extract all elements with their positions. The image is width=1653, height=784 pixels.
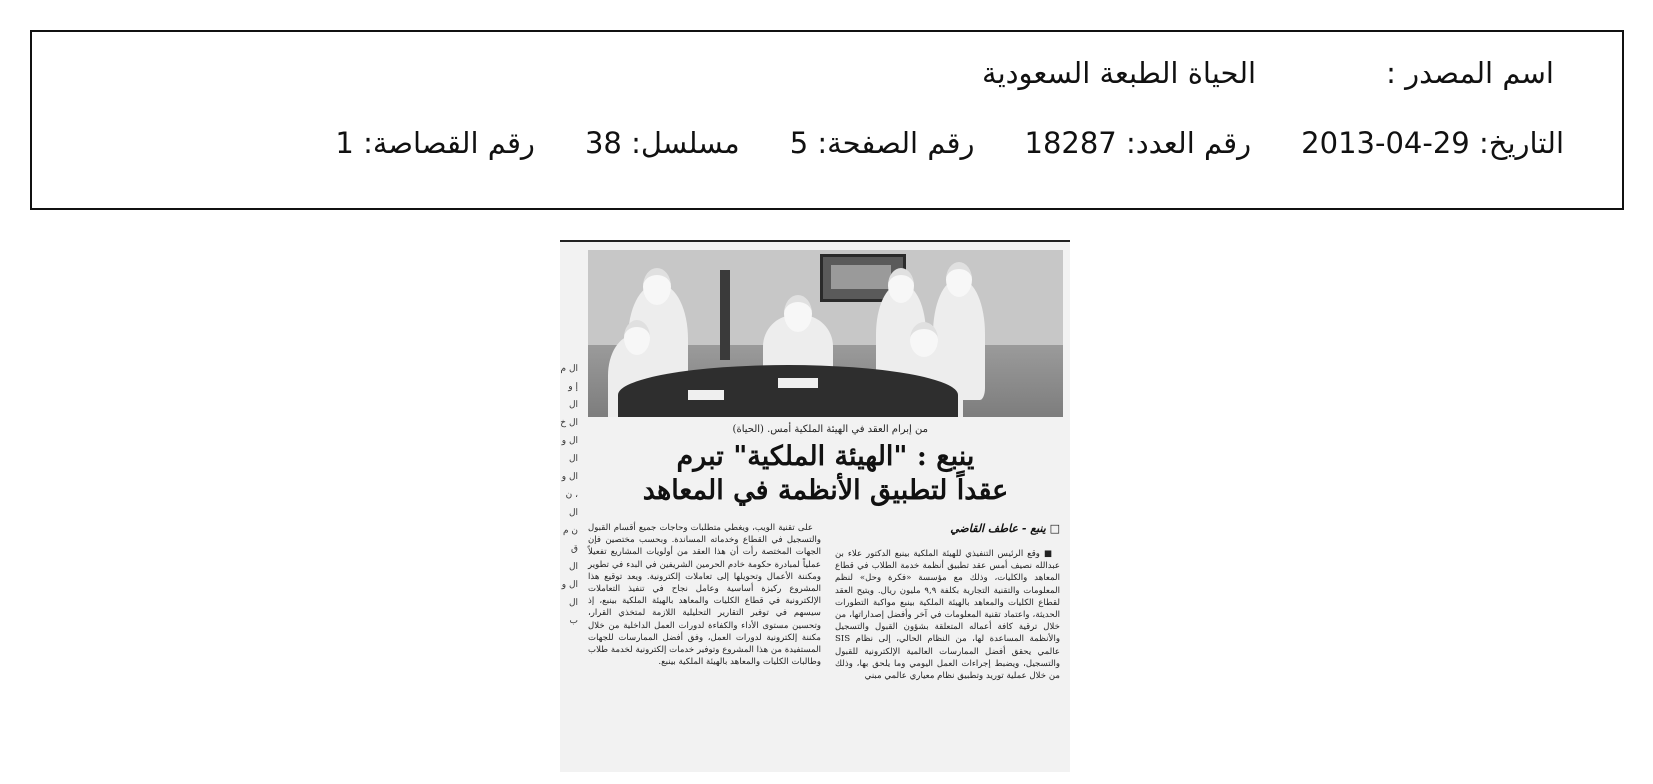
serial-label: مسلسل:: [631, 126, 740, 160]
issue-label: رقم العدد:: [1125, 126, 1252, 160]
clip-value: 1: [335, 126, 354, 160]
serial-field: [585, 126, 740, 160]
photo-person-head: [643, 268, 671, 305]
photo-table: [618, 365, 958, 417]
page-label: رقم الصفحة:: [817, 126, 975, 160]
source-metadata-box: [30, 30, 1624, 210]
page-value: 5: [789, 126, 809, 160]
article-paragraph: على تقنية الويب، ويغطي متطلبات وحاجات جميع أقسام القبول والتسجيل في القطاع وخدماته المساندة. وبحسب مختصين فإن الجهات المختصة رأت أن هذا العقد من أولويات المشاريع تفعيلاً عملياً لمبادرة حكومة خادم الحرمين الشريفين في البدء في تطوير ومكننة الأعمال وتحويلها إلى تعاملات إلكترونية. ويعد توقيع هذا المشروع ركيزة أساسية وعامل نجاح في تنفيذ التعاملات الإلكترونية في قطاع الكليات والمعاهد بالهيئة الملكية بينبع، إذ سيسهم في توفير التقارير التحليلية اللازمة لمتخذي القرار، وتحسين مستوى الأداء والكفاءة لدورات العمل الداخلية من خلال مكننة إلكترونية لدورات العمل، وفق أفضل الممارسات للجهات المستفيدة من هذا المشروع وتوفير خدمات إلكترونية لخدمة طلاب وطالبات الكليات والمعاهد بالهيئة الملكية بينبع.: [588, 523, 821, 668]
headline-line-2: عقداً لتطبيق الأنظمة في المعاهد: [642, 475, 1009, 506]
clipping-top-rule: [560, 240, 1070, 242]
photo-person-head: [784, 295, 812, 332]
date-value: 29-04-2013: [1301, 126, 1470, 160]
photo-person-head: [888, 268, 914, 303]
article-paragraph: ■ وقع الرئيس التنفيذي للهيئة الملكية بينبع الدكتور علاء بن عبدالله نصيف أمس عقد تطبيق أنظمة خدمة الطلاب في قطاع المعاهد والكليات، وذلك مع مؤسسة «فكرة وحل» لنظم المعلومات والتقنية التجارية بكلفة ٩,٩ مليون ريال. ويتيح العقد لقطاع الكليات والمعاهد بالهيئة الملكية بينبع مواكبة التطورات الحديثة، واعتماد تقنية المعلومات في آخر وأفضل إصداراتها، من خلال ترقية كافة أعماله المتعلقة بشؤون القبول والتسجيل والأنظمة المساعدة لها، من النظام الحالي، إلى نظام SIS عالمي يحقق أفضل الممارسات العالمية الإلكترونية للقبول والتسجيل، ويضبط إجراءات العمل اليومي وما يلحق بها، وذلك من خلال عملية توريد وتطبيق نظام معياري عالمي مبني: [835, 549, 1060, 682]
issue-details-row: [335, 126, 1564, 160]
photo-flag-pole: [720, 270, 730, 360]
clip-field: [335, 126, 535, 160]
issue-value: 18287: [1024, 126, 1117, 160]
serial-value: 38: [584, 126, 622, 160]
article-headline: [588, 440, 1063, 508]
headline-line-1: ينبع : "الهيئة الملكية" تبرم: [676, 441, 975, 472]
source-label: اسم المصدر :: [1386, 56, 1554, 90]
photo-person-head: [946, 262, 972, 297]
article-column-left: [588, 522, 821, 669]
photo-person-head: [624, 320, 650, 355]
source-row: [982, 56, 1554, 90]
photo-caption: من إبرام العقد في الهيئة الملكية أمس. (الحياة): [732, 424, 928, 435]
photo-document: [778, 378, 818, 388]
article-byline: □ ينبع - عاطف القاضي: [950, 522, 1060, 535]
article-column-right: [835, 548, 1060, 683]
adjacent-column-fragment: ال م إ و ال ال خ ال و ال ال و ، ن ال ن م ق ال ال و ال ب: [560, 364, 578, 626]
issue-field: [1025, 126, 1252, 160]
signing-ceremony-photo: [588, 250, 1063, 417]
photo-person-head: [910, 322, 938, 357]
date-field: [1301, 126, 1564, 160]
clip-label: رقم القصاصة:: [363, 126, 535, 160]
date-label: التاريخ:: [1478, 126, 1564, 160]
page-field: [790, 126, 975, 160]
source-value: الحياة الطبعة السعودية: [982, 56, 1257, 90]
photo-document: [688, 390, 724, 400]
